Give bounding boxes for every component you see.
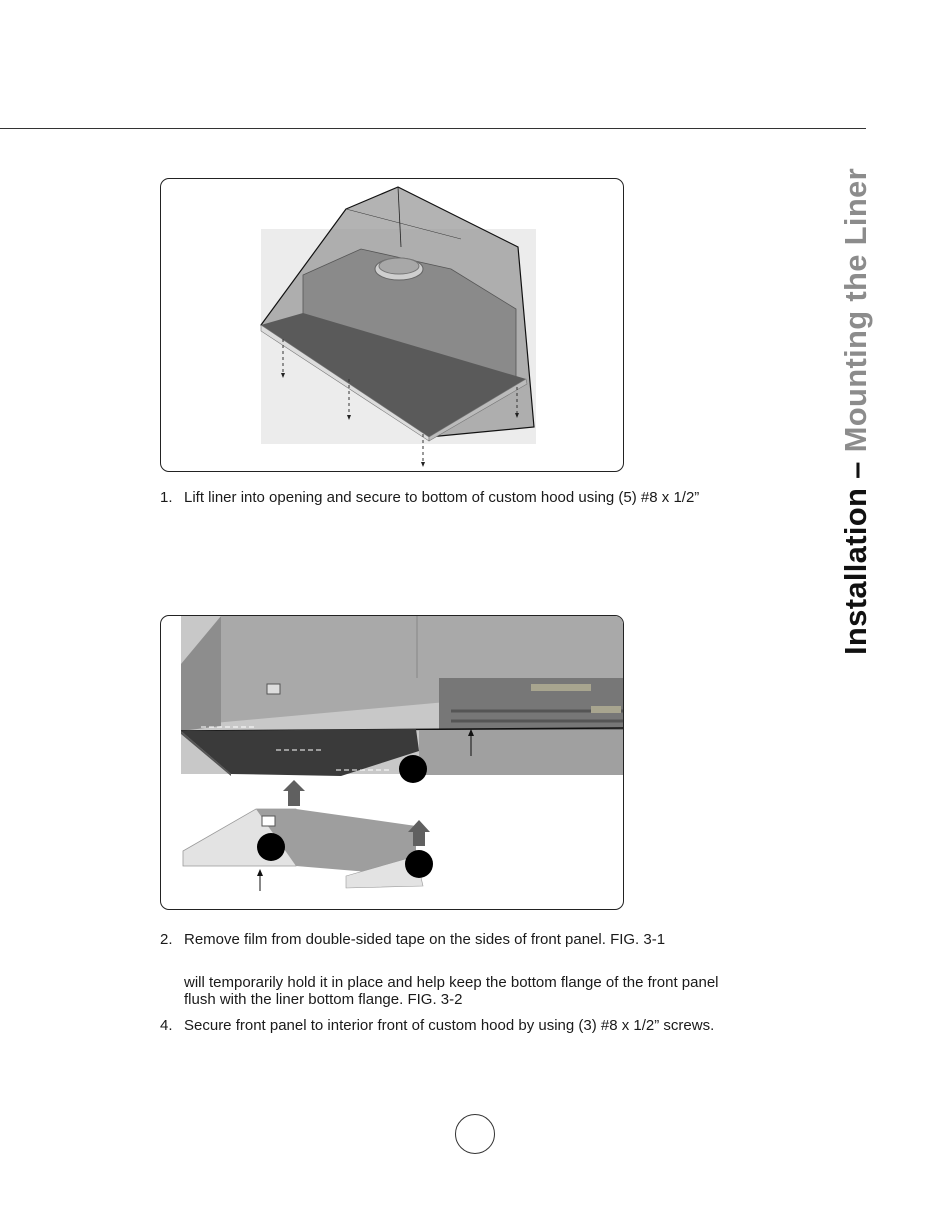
front-panel-installation-illustration: [161, 616, 623, 909]
step-1: [160, 489, 699, 506]
section-title-sub: Mounting the Liner: [838, 168, 873, 453]
liner-mounting-illustration: [161, 179, 623, 471]
step-2-number: 2.: [160, 931, 173, 948]
section-title: [838, 168, 874, 655]
step-2-text: Remove film from double-sided tape on the sides of front panel. FIG. 3-1: [184, 931, 666, 948]
step-2: [160, 931, 665, 948]
step-3-continuation-line-1: will temporarily hold it in place and help keep the bottom flange of the front panel: [184, 974, 719, 991]
section-title-main: Installation –: [838, 452, 873, 655]
step-3-continuation-line-2: flush with the liner bottom flange. FIG. 3-2: [184, 991, 463, 1008]
page-number-circle: [455, 1114, 495, 1154]
header-rule: [0, 128, 866, 129]
step-4-text: Secure front panel to interior front of custom hood by using (3) #8 x 1/2” screws.: [184, 1017, 715, 1034]
step-4-number: 4.: [160, 1017, 173, 1034]
figure-front-panel: [160, 615, 624, 910]
figure-liner-mounting: [160, 178, 624, 472]
step-4: [160, 1017, 714, 1034]
step-1-number: 1.: [160, 489, 173, 506]
step-1-text: Lift liner into opening and secure to bottom of custom hood using (5) #8 x 1/2”: [184, 489, 700, 506]
